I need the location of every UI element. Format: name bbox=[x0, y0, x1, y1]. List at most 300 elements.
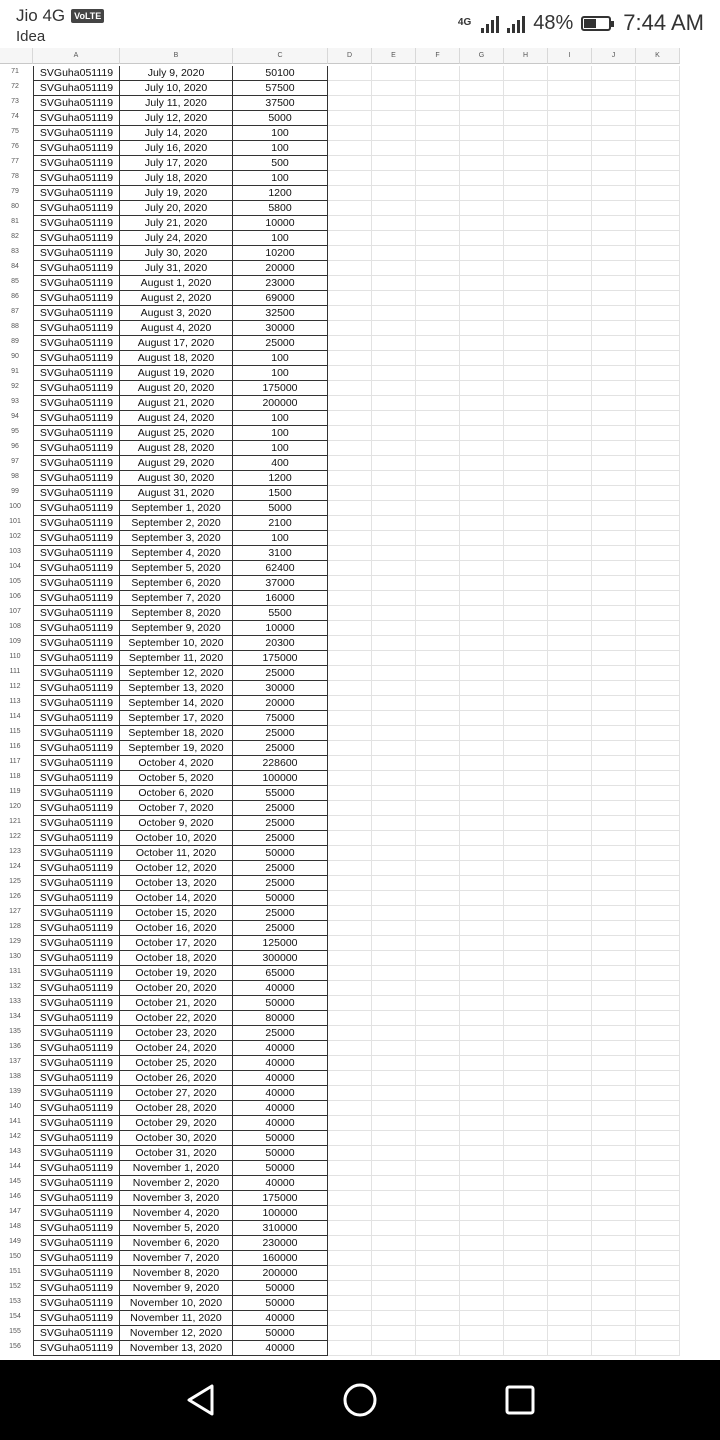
cell-a[interactable]: SVGuha051119 bbox=[33, 321, 120, 336]
cell-a[interactable]: SVGuha051119 bbox=[33, 141, 120, 156]
row-number[interactable]: 112 bbox=[9, 683, 21, 690]
cell-b[interactable]: July 31, 2020 bbox=[120, 261, 233, 276]
cell-c[interactable]: 5000 bbox=[233, 501, 328, 516]
column-header-g[interactable]: G bbox=[460, 48, 504, 64]
empty-cell[interactable] bbox=[592, 126, 636, 141]
empty-cell[interactable] bbox=[504, 681, 548, 696]
empty-cell[interactable] bbox=[636, 351, 680, 366]
empty-cell[interactable] bbox=[372, 606, 416, 621]
cell-a[interactable]: SVGuha051119 bbox=[33, 216, 120, 231]
empty-cell[interactable] bbox=[504, 996, 548, 1011]
empty-cell[interactable] bbox=[372, 651, 416, 666]
cell-a[interactable]: SVGuha051119 bbox=[33, 1011, 120, 1026]
cell-c[interactable]: 100000 bbox=[233, 771, 328, 786]
empty-cell[interactable] bbox=[636, 111, 680, 126]
cell-c[interactable]: 32500 bbox=[233, 306, 328, 321]
empty-cell[interactable] bbox=[372, 96, 416, 111]
empty-cell[interactable] bbox=[548, 531, 592, 546]
cell-c[interactable]: 228600 bbox=[233, 756, 328, 771]
empty-cell[interactable] bbox=[460, 1281, 504, 1296]
empty-cell[interactable] bbox=[548, 966, 592, 981]
empty-cell[interactable] bbox=[592, 1131, 636, 1146]
empty-cell[interactable] bbox=[372, 1011, 416, 1026]
empty-cell[interactable] bbox=[460, 1131, 504, 1146]
empty-cell[interactable] bbox=[548, 141, 592, 156]
empty-cell[interactable] bbox=[416, 966, 460, 981]
empty-cell[interactable] bbox=[372, 966, 416, 981]
cell-a[interactable]: SVGuha051119 bbox=[33, 351, 120, 366]
empty-cell[interactable] bbox=[328, 1281, 372, 1296]
empty-cell[interactable] bbox=[636, 261, 680, 276]
empty-cell[interactable] bbox=[328, 276, 372, 291]
cell-c[interactable]: 40000 bbox=[233, 1176, 328, 1191]
empty-cell[interactable] bbox=[416, 306, 460, 321]
empty-cell[interactable] bbox=[416, 321, 460, 336]
cell-b[interactable]: October 9, 2020 bbox=[120, 816, 233, 831]
cell-a[interactable]: SVGuha051119 bbox=[33, 741, 120, 756]
cell-c[interactable]: 100 bbox=[233, 231, 328, 246]
empty-cell[interactable] bbox=[372, 471, 416, 486]
empty-cell[interactable] bbox=[504, 501, 548, 516]
empty-cell[interactable] bbox=[328, 351, 372, 366]
empty-cell[interactable] bbox=[416, 546, 460, 561]
empty-cell[interactable] bbox=[636, 1131, 680, 1146]
empty-cell[interactable] bbox=[548, 171, 592, 186]
cell-b[interactable]: September 2, 2020 bbox=[120, 516, 233, 531]
empty-cell[interactable] bbox=[636, 126, 680, 141]
cell-b[interactable]: October 20, 2020 bbox=[120, 981, 233, 996]
empty-cell[interactable] bbox=[636, 726, 680, 741]
empty-cell[interactable] bbox=[372, 1281, 416, 1296]
empty-cell[interactable] bbox=[504, 1071, 548, 1086]
empty-cell[interactable] bbox=[416, 486, 460, 501]
empty-cell[interactable] bbox=[328, 1236, 372, 1251]
empty-cell[interactable] bbox=[416, 681, 460, 696]
empty-cell[interactable] bbox=[636, 906, 680, 921]
cell-a[interactable]: SVGuha051119 bbox=[33, 921, 120, 936]
cell-a[interactable]: SVGuha051119 bbox=[33, 1146, 120, 1161]
cell-c[interactable]: 100 bbox=[233, 126, 328, 141]
empty-cell[interactable] bbox=[548, 561, 592, 576]
empty-cell[interactable] bbox=[372, 726, 416, 741]
empty-cell[interactable] bbox=[460, 261, 504, 276]
empty-cell[interactable] bbox=[328, 1131, 372, 1146]
empty-cell[interactable] bbox=[372, 921, 416, 936]
cell-a[interactable]: SVGuha051119 bbox=[33, 471, 120, 486]
empty-cell[interactable] bbox=[592, 1026, 636, 1041]
empty-cell[interactable] bbox=[328, 111, 372, 126]
empty-cell[interactable] bbox=[416, 1176, 460, 1191]
cell-b[interactable]: September 17, 2020 bbox=[120, 711, 233, 726]
cell-c[interactable]: 25000 bbox=[233, 831, 328, 846]
empty-cell[interactable] bbox=[592, 696, 636, 711]
column-header-c[interactable]: C bbox=[233, 48, 328, 64]
empty-cell[interactable] bbox=[460, 1191, 504, 1206]
cell-b[interactable]: October 19, 2020 bbox=[120, 966, 233, 981]
empty-cell[interactable] bbox=[592, 156, 636, 171]
cell-a[interactable]: SVGuha051119 bbox=[33, 1071, 120, 1086]
empty-cell[interactable] bbox=[328, 66, 372, 81]
empty-cell[interactable] bbox=[504, 621, 548, 636]
cell-c[interactable]: 2100 bbox=[233, 516, 328, 531]
cell-b[interactable]: July 16, 2020 bbox=[120, 141, 233, 156]
empty-cell[interactable] bbox=[416, 876, 460, 891]
cell-a[interactable]: SVGuha051119 bbox=[33, 231, 120, 246]
empty-cell[interactable] bbox=[460, 126, 504, 141]
empty-cell[interactable] bbox=[548, 801, 592, 816]
empty-cell[interactable] bbox=[372, 801, 416, 816]
empty-cell[interactable] bbox=[592, 861, 636, 876]
row-number[interactable]: 136 bbox=[9, 1043, 21, 1050]
empty-cell[interactable] bbox=[460, 1236, 504, 1251]
empty-cell[interactable] bbox=[504, 1131, 548, 1146]
cell-c[interactable]: 37000 bbox=[233, 576, 328, 591]
empty-cell[interactable] bbox=[548, 696, 592, 711]
empty-cell[interactable] bbox=[548, 786, 592, 801]
empty-cell[interactable] bbox=[592, 111, 636, 126]
cell-b[interactable]: September 9, 2020 bbox=[120, 621, 233, 636]
empty-cell[interactable] bbox=[328, 216, 372, 231]
empty-cell[interactable] bbox=[592, 66, 636, 81]
empty-cell[interactable] bbox=[416, 726, 460, 741]
empty-cell[interactable] bbox=[372, 1341, 416, 1356]
empty-cell[interactable] bbox=[372, 396, 416, 411]
empty-cell[interactable] bbox=[460, 381, 504, 396]
cell-b[interactable]: October 30, 2020 bbox=[120, 1131, 233, 1146]
empty-cell[interactable] bbox=[548, 456, 592, 471]
column-header-e[interactable]: E bbox=[372, 48, 416, 64]
cell-b[interactable]: September 19, 2020 bbox=[120, 741, 233, 756]
empty-cell[interactable] bbox=[504, 1146, 548, 1161]
empty-cell[interactable] bbox=[416, 591, 460, 606]
empty-cell[interactable] bbox=[592, 576, 636, 591]
row-number[interactable]: 119 bbox=[9, 788, 21, 795]
cell-c[interactable]: 100 bbox=[233, 411, 328, 426]
empty-cell[interactable] bbox=[416, 951, 460, 966]
empty-cell[interactable] bbox=[372, 126, 416, 141]
empty-cell[interactable] bbox=[416, 996, 460, 1011]
empty-cell[interactable] bbox=[460, 336, 504, 351]
empty-cell[interactable] bbox=[372, 351, 416, 366]
empty-cell[interactable] bbox=[416, 711, 460, 726]
row-number[interactable]: 101 bbox=[9, 518, 21, 525]
empty-cell[interactable] bbox=[416, 171, 460, 186]
empty-cell[interactable] bbox=[548, 981, 592, 996]
empty-cell[interactable] bbox=[372, 381, 416, 396]
empty-cell[interactable] bbox=[504, 1221, 548, 1236]
empty-cell[interactable] bbox=[460, 876, 504, 891]
empty-cell[interactable] bbox=[372, 1326, 416, 1341]
empty-cell[interactable] bbox=[460, 1311, 504, 1326]
empty-cell[interactable] bbox=[328, 171, 372, 186]
empty-cell[interactable] bbox=[636, 1011, 680, 1026]
cell-c[interactable]: 50000 bbox=[233, 891, 328, 906]
cell-a[interactable]: SVGuha051119 bbox=[33, 366, 120, 381]
empty-cell[interactable] bbox=[328, 186, 372, 201]
empty-cell[interactable] bbox=[592, 786, 636, 801]
empty-cell[interactable] bbox=[592, 516, 636, 531]
empty-cell[interactable] bbox=[548, 1296, 592, 1311]
empty-cell[interactable] bbox=[460, 366, 504, 381]
empty-cell[interactable] bbox=[636, 576, 680, 591]
empty-cell[interactable] bbox=[328, 96, 372, 111]
empty-cell[interactable] bbox=[416, 801, 460, 816]
empty-cell[interactable] bbox=[504, 1161, 548, 1176]
empty-cell[interactable] bbox=[548, 621, 592, 636]
empty-cell[interactable] bbox=[592, 1146, 636, 1161]
row-number[interactable]: 71 bbox=[11, 68, 19, 75]
empty-cell[interactable] bbox=[636, 336, 680, 351]
empty-cell[interactable] bbox=[460, 1086, 504, 1101]
empty-cell[interactable] bbox=[636, 1056, 680, 1071]
cell-a[interactable]: SVGuha051119 bbox=[33, 681, 120, 696]
empty-cell[interactable] bbox=[592, 1041, 636, 1056]
home-button[interactable] bbox=[338, 1380, 382, 1420]
row-number[interactable]: 125 bbox=[9, 878, 21, 885]
empty-cell[interactable] bbox=[548, 336, 592, 351]
cell-c[interactable]: 40000 bbox=[233, 1056, 328, 1071]
empty-cell[interactable] bbox=[504, 651, 548, 666]
empty-cell[interactable] bbox=[592, 966, 636, 981]
empty-cell[interactable] bbox=[460, 636, 504, 651]
empty-cell[interactable] bbox=[636, 756, 680, 771]
cell-c[interactable]: 30000 bbox=[233, 681, 328, 696]
column-header-a[interactable]: A bbox=[33, 48, 120, 64]
empty-cell[interactable] bbox=[328, 921, 372, 936]
empty-cell[interactable] bbox=[328, 1251, 372, 1266]
empty-cell[interactable] bbox=[504, 711, 548, 726]
empty-cell[interactable] bbox=[460, 291, 504, 306]
empty-cell[interactable] bbox=[592, 471, 636, 486]
row-number[interactable]: 118 bbox=[9, 773, 21, 780]
cell-b[interactable]: September 4, 2020 bbox=[120, 546, 233, 561]
empty-cell[interactable] bbox=[328, 1266, 372, 1281]
empty-cell[interactable] bbox=[592, 231, 636, 246]
cell-c[interactable]: 75000 bbox=[233, 711, 328, 726]
empty-cell[interactable] bbox=[416, 1131, 460, 1146]
empty-cell[interactable] bbox=[328, 876, 372, 891]
cell-c[interactable]: 40000 bbox=[233, 1086, 328, 1101]
empty-cell[interactable] bbox=[636, 156, 680, 171]
empty-cell[interactable] bbox=[504, 471, 548, 486]
empty-cell[interactable] bbox=[636, 1341, 680, 1356]
cell-b[interactable]: September 14, 2020 bbox=[120, 696, 233, 711]
empty-cell[interactable] bbox=[592, 366, 636, 381]
empty-cell[interactable] bbox=[504, 741, 548, 756]
cell-a[interactable]: SVGuha051119 bbox=[33, 621, 120, 636]
empty-cell[interactable] bbox=[636, 696, 680, 711]
empty-cell[interactable] bbox=[636, 1176, 680, 1191]
row-number[interactable]: 114 bbox=[9, 713, 21, 720]
empty-cell[interactable] bbox=[548, 816, 592, 831]
empty-cell[interactable] bbox=[636, 396, 680, 411]
empty-cell[interactable] bbox=[504, 1041, 548, 1056]
empty-cell[interactable] bbox=[328, 786, 372, 801]
empty-cell[interactable] bbox=[372, 1221, 416, 1236]
empty-cell[interactable] bbox=[504, 321, 548, 336]
cell-b[interactable]: October 4, 2020 bbox=[120, 756, 233, 771]
row-number[interactable]: 104 bbox=[9, 563, 21, 570]
empty-cell[interactable] bbox=[328, 606, 372, 621]
empty-cell[interactable] bbox=[504, 381, 548, 396]
empty-cell[interactable] bbox=[548, 1086, 592, 1101]
empty-cell[interactable] bbox=[372, 846, 416, 861]
cell-a[interactable]: SVGuha051119 bbox=[33, 846, 120, 861]
empty-cell[interactable] bbox=[372, 516, 416, 531]
cell-a[interactable]: SVGuha051119 bbox=[33, 1221, 120, 1236]
row-number[interactable]: 147 bbox=[9, 1208, 21, 1215]
empty-cell[interactable] bbox=[548, 291, 592, 306]
empty-cell[interactable] bbox=[548, 1101, 592, 1116]
empty-cell[interactable] bbox=[636, 981, 680, 996]
empty-cell[interactable] bbox=[328, 81, 372, 96]
empty-cell[interactable] bbox=[636, 216, 680, 231]
empty-cell[interactable] bbox=[416, 1221, 460, 1236]
row-number[interactable]: 105 bbox=[9, 578, 21, 585]
cell-a[interactable]: SVGuha051119 bbox=[33, 1311, 120, 1326]
cell-a[interactable]: SVGuha051119 bbox=[33, 441, 120, 456]
cell-b[interactable]: October 26, 2020 bbox=[120, 1071, 233, 1086]
empty-cell[interactable] bbox=[636, 771, 680, 786]
empty-cell[interactable] bbox=[372, 186, 416, 201]
empty-cell[interactable] bbox=[372, 981, 416, 996]
empty-cell[interactable] bbox=[504, 156, 548, 171]
row-number[interactable]: 93 bbox=[11, 398, 19, 405]
cell-b[interactable]: July 17, 2020 bbox=[120, 156, 233, 171]
empty-cell[interactable] bbox=[328, 396, 372, 411]
empty-cell[interactable] bbox=[416, 246, 460, 261]
empty-cell[interactable] bbox=[372, 1206, 416, 1221]
empty-cell[interactable] bbox=[548, 111, 592, 126]
row-number[interactable]: 85 bbox=[11, 278, 19, 285]
empty-cell[interactable] bbox=[416, 1251, 460, 1266]
empty-cell[interactable] bbox=[548, 936, 592, 951]
empty-cell[interactable] bbox=[504, 1191, 548, 1206]
empty-cell[interactable] bbox=[636, 681, 680, 696]
empty-cell[interactable] bbox=[460, 531, 504, 546]
empty-cell[interactable] bbox=[460, 1341, 504, 1356]
empty-cell[interactable] bbox=[636, 96, 680, 111]
empty-cell[interactable] bbox=[504, 981, 548, 996]
empty-cell[interactable] bbox=[636, 276, 680, 291]
row-number[interactable]: 155 bbox=[9, 1328, 21, 1335]
spreadsheet-grid[interactable] bbox=[0, 48, 720, 1360]
cell-c[interactable]: 100 bbox=[233, 426, 328, 441]
empty-cell[interactable] bbox=[372, 246, 416, 261]
empty-cell[interactable] bbox=[416, 621, 460, 636]
empty-cell[interactable] bbox=[592, 336, 636, 351]
empty-cell[interactable] bbox=[372, 936, 416, 951]
empty-cell[interactable] bbox=[372, 681, 416, 696]
empty-cell[interactable] bbox=[372, 111, 416, 126]
empty-cell[interactable] bbox=[460, 756, 504, 771]
empty-cell[interactable] bbox=[328, 711, 372, 726]
empty-cell[interactable] bbox=[548, 1011, 592, 1026]
row-number[interactable]: 110 bbox=[9, 653, 21, 660]
cell-c[interactable]: 160000 bbox=[233, 1251, 328, 1266]
row-number[interactable]: 106 bbox=[9, 593, 21, 600]
empty-cell[interactable] bbox=[328, 636, 372, 651]
cell-a[interactable]: SVGuha051119 bbox=[33, 456, 120, 471]
empty-cell[interactable] bbox=[636, 426, 680, 441]
empty-cell[interactable] bbox=[592, 351, 636, 366]
cell-b[interactable]: October 29, 2020 bbox=[120, 1116, 233, 1131]
empty-cell[interactable] bbox=[548, 351, 592, 366]
row-number[interactable]: 94 bbox=[11, 413, 19, 420]
cell-c[interactable]: 10200 bbox=[233, 246, 328, 261]
cell-a[interactable]: SVGuha051119 bbox=[33, 516, 120, 531]
row-number[interactable]: 84 bbox=[11, 263, 19, 270]
column-header-k[interactable]: K bbox=[636, 48, 680, 64]
empty-cell[interactable] bbox=[416, 696, 460, 711]
cell-c[interactable]: 55000 bbox=[233, 786, 328, 801]
empty-cell[interactable] bbox=[416, 276, 460, 291]
empty-cell[interactable] bbox=[372, 906, 416, 921]
cell-a[interactable]: SVGuha051119 bbox=[33, 186, 120, 201]
empty-cell[interactable] bbox=[460, 1176, 504, 1191]
cell-c[interactable]: 3100 bbox=[233, 546, 328, 561]
cell-c[interactable]: 50000 bbox=[233, 1326, 328, 1341]
empty-cell[interactable] bbox=[328, 591, 372, 606]
empty-cell[interactable] bbox=[592, 1071, 636, 1086]
empty-cell[interactable] bbox=[548, 1116, 592, 1131]
empty-cell[interactable] bbox=[592, 666, 636, 681]
empty-cell[interactable] bbox=[592, 1176, 636, 1191]
column-header-f[interactable]: F bbox=[416, 48, 460, 64]
cell-a[interactable]: SVGuha051119 bbox=[33, 381, 120, 396]
empty-cell[interactable] bbox=[636, 471, 680, 486]
cell-a[interactable]: SVGuha051119 bbox=[33, 951, 120, 966]
row-number[interactable]: 100 bbox=[9, 503, 21, 510]
empty-cell[interactable] bbox=[592, 981, 636, 996]
empty-cell[interactable] bbox=[460, 696, 504, 711]
empty-cell[interactable] bbox=[460, 1206, 504, 1221]
cell-b[interactable]: November 12, 2020 bbox=[120, 1326, 233, 1341]
cell-a[interactable]: SVGuha051119 bbox=[33, 1086, 120, 1101]
empty-cell[interactable] bbox=[328, 936, 372, 951]
empty-cell[interactable] bbox=[328, 891, 372, 906]
cell-a[interactable]: SVGuha051119 bbox=[33, 606, 120, 621]
empty-cell[interactable] bbox=[460, 1326, 504, 1341]
cell-c[interactable]: 50000 bbox=[233, 1131, 328, 1146]
empty-cell[interactable] bbox=[328, 1176, 372, 1191]
row-number[interactable]: 113 bbox=[9, 698, 21, 705]
cell-c[interactable]: 1500 bbox=[233, 486, 328, 501]
empty-cell[interactable] bbox=[328, 816, 372, 831]
empty-cell[interactable] bbox=[504, 636, 548, 651]
empty-cell[interactable] bbox=[548, 1251, 592, 1266]
empty-cell[interactable] bbox=[416, 1311, 460, 1326]
cell-a[interactable]: SVGuha051119 bbox=[33, 171, 120, 186]
empty-cell[interactable] bbox=[548, 1131, 592, 1146]
empty-cell[interactable] bbox=[548, 66, 592, 81]
row-number[interactable]: 133 bbox=[9, 998, 21, 1005]
empty-cell[interactable] bbox=[548, 1026, 592, 1041]
empty-cell[interactable] bbox=[504, 1236, 548, 1251]
row-number[interactable]: 95 bbox=[11, 428, 19, 435]
empty-cell[interactable] bbox=[328, 486, 372, 501]
empty-cell[interactable] bbox=[504, 111, 548, 126]
empty-cell[interactable] bbox=[460, 576, 504, 591]
empty-cell[interactable] bbox=[548, 276, 592, 291]
empty-cell[interactable] bbox=[504, 216, 548, 231]
empty-cell[interactable] bbox=[372, 1146, 416, 1161]
cell-c[interactable]: 25000 bbox=[233, 816, 328, 831]
cell-a[interactable]: SVGuha051119 bbox=[33, 96, 120, 111]
empty-cell[interactable] bbox=[416, 1146, 460, 1161]
cell-b[interactable]: October 27, 2020 bbox=[120, 1086, 233, 1101]
empty-cell[interactable] bbox=[636, 66, 680, 81]
